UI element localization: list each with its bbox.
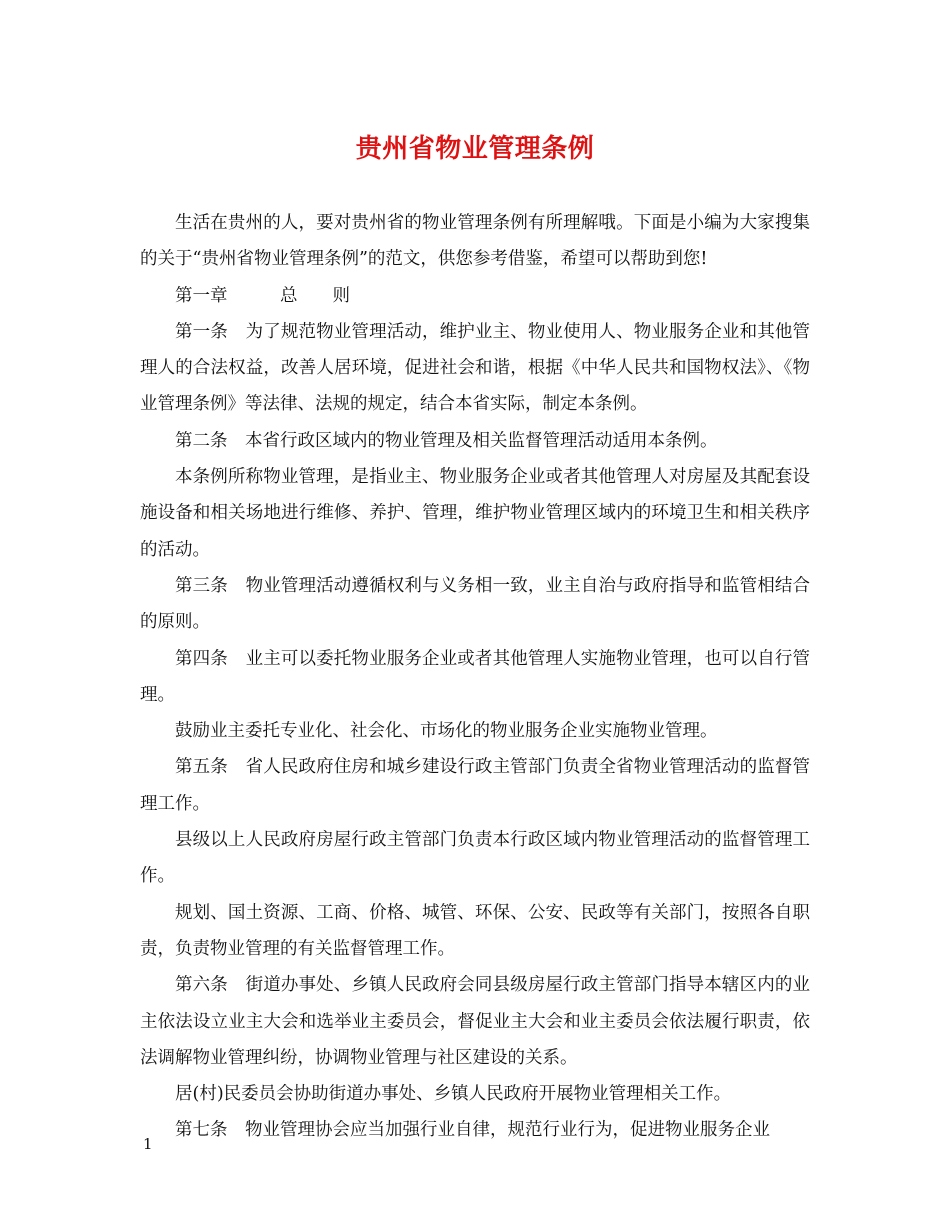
article-7: 第七条 物业管理协会应当加强行业自律，规范行业行为，促进物业服务企业 <box>175 1120 770 1141</box>
article-5-clause-2: 规划、国土资源、工商、价格、城管、环保、公安、民政等有关部门，按照各自职责，负责物业管理的有关监督管理工作。 <box>140 902 810 959</box>
article-4-clause: 鼓励业主委托专业化、社会化、市场化的物业服务企业实施物业管理。 <box>175 721 718 742</box>
article-1: 第一条 为了规范物业管理活动，维护业主、物业使用人、物业服务企业和其他管理人的合法权益，改善人居环境，促进社会和谐，根据《中华人民共和国物权法》、《物业管理条例》等法律、法规的规定，结合本省实际，制定本条例。 <box>140 321 810 415</box>
document-body <box>140 205 810 1149</box>
article-5-clause-1: 县级以上人民政府房屋行政主管部门负责本行政区域内物业管理活动的监督管理工作。 <box>140 830 810 887</box>
page-title: 贵州省物业管理条例 <box>355 134 595 164</box>
article-2: 第二条 本省行政区域内的物业管理及相关监督管理活动适用本条例。 <box>175 430 718 451</box>
paragraph-intro: 生活在贵州的人，要对贵州省的物业管理条例有所理解哦。下面是小编为大家搜集的关于“贵州省物业管理条例”的范文，供您参考借鉴，希望可以帮助到您! <box>140 213 810 270</box>
chapter-heading: 第一章 总 则 <box>175 285 350 306</box>
article-3: 第三条 物业管理活动遵循权利与义务相一致，业主自治与政府指导和监管相结合的原则。 <box>140 575 810 633</box>
article-5: 第五条 省人民政府住房和城乡建设行政主管部门负责全省物业管理活动的监督管理工作。 <box>140 757 810 814</box>
article-2-clause: 本条例所称物业管理，是指业主、物业服务企业或者其他管理人对房屋及其配套设施设备和相关场地进行维修、养护、管理，维护物业管理区域内的环境卫生和相关秩序的活动。 <box>140 467 810 560</box>
page-number: 1 <box>143 1135 153 1153</box>
article-6-clause: 居(村)民委员会协助街道办事处、乡镇人民政府开展物业管理相关工作。 <box>175 1084 732 1105</box>
article-6: 第六条 街道办事处、乡镇人民政府会同县级房屋行政主管部门指导本辖区内的业主依法设立业主大会和选举业主委员会，督促业主大会和业主委员会依法履行职责，依法调解物业管理纠纷，协调物业管理与社区建设的关系。 <box>140 975 810 1068</box>
article-4: 第四条 业主可以委托物业服务企业或者其他管理人实施物业管理，也可以自行管理。 <box>140 648 810 705</box>
